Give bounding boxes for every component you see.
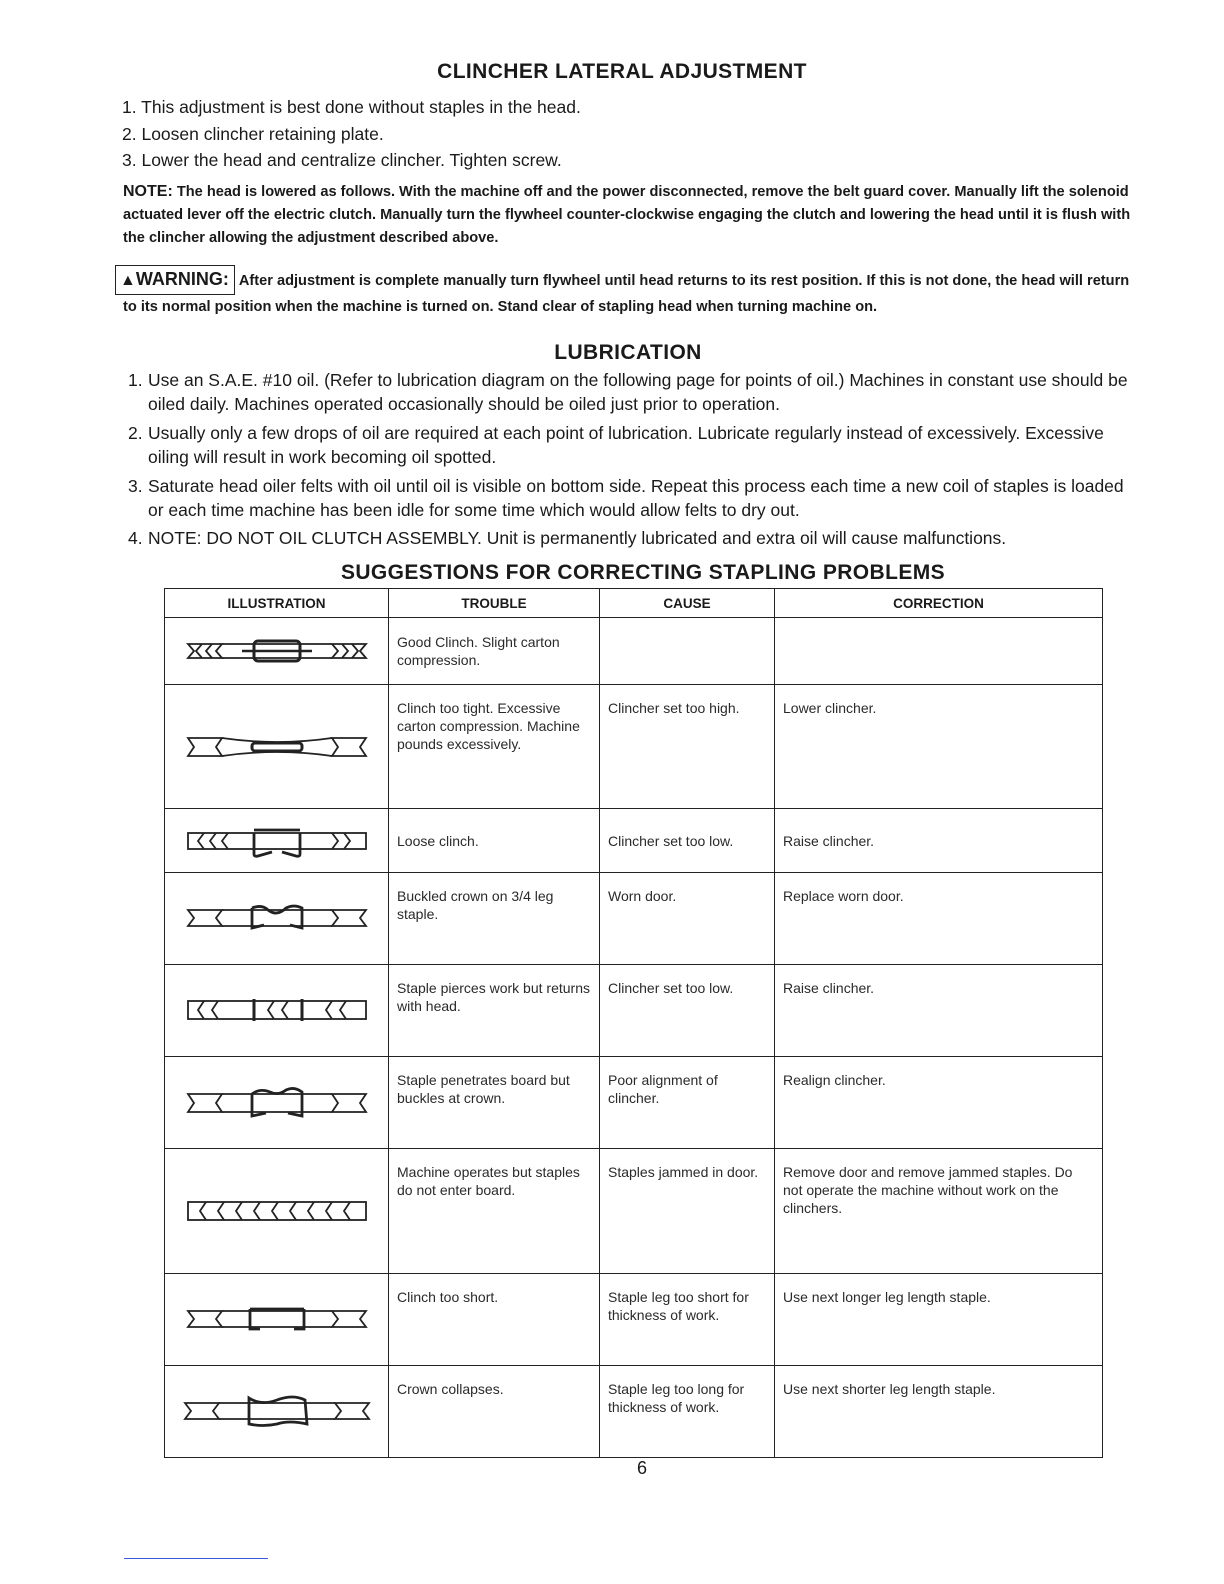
- correction-cell: Use next shorter leg length staple.: [775, 1365, 1103, 1457]
- collapsed-crown-staple-icon: [179, 1394, 375, 1428]
- clincher-note: [123, 180, 1133, 250]
- illustration-cell: [165, 684, 389, 809]
- lubrication-item-text: Usually only a few drops of oil are required at each point of lubrication. Lubricate regularly instead of excessively. Excessive oiling will result in work becoming oil spotted.: [148, 423, 1104, 467]
- illustration-cell: [165, 872, 389, 964]
- clincher-title: CLINCHER LATERAL ADJUSTMENT: [437, 60, 807, 83]
- illustration-cell: [165, 1056, 389, 1148]
- correction-cell: Raise clincher.: [775, 809, 1103, 872]
- short-clinch-staple-icon: [182, 1304, 372, 1334]
- page-number: 6: [636, 1458, 647, 1478]
- table-row: [165, 872, 1103, 964]
- lubrication-item-text: Saturate head oiler felts with oil until oil is visible on bottom side. Repeat this process each time a new coil of staples is loaded or each time machine has been idle for some time which would allow felts to dry out.: [148, 476, 1124, 520]
- tight-clinch-staple-icon: [182, 732, 372, 762]
- trouble-cell: Good Clinch. Slight carton compression.: [389, 618, 600, 685]
- illustration-cell: [165, 809, 389, 872]
- correction-cell: Realign clincher.: [775, 1056, 1103, 1148]
- cause-cell: Staples jammed in door.: [600, 1149, 775, 1274]
- lubrication-item-text: Use an S.A.E. #10 oil. (Refer to lubrication diagram on the following page for points of oil.) Machines in constant use should be oiled daily. Machines operated occasionally should be oiled just prior to operation.: [148, 370, 1128, 414]
- cause-header: CAUSE: [600, 589, 775, 618]
- warning-text: After adjustment is complete manually turn flywheel until head returns to its rest position. If this is not done, the head will return to its normal position when the machine is turned on. Stand clear of stapling head when turning machine on.: [123, 273, 1130, 315]
- illustration-cell: [165, 964, 389, 1056]
- warning-block: [120, 265, 1135, 320]
- lubrication-item-number: 1.: [128, 370, 143, 390]
- table-row: [165, 1056, 1103, 1148]
- trouble-cell: Loose clinch.: [389, 809, 600, 872]
- table-header-row: [165, 589, 1103, 618]
- pierce-return-staple-icon: [182, 995, 372, 1025]
- table-row: [165, 1149, 1103, 1274]
- lubrication-item: [128, 368, 1138, 416]
- buckled-crown-staple-icon: [182, 903, 372, 933]
- trouble-header: TROUBLE: [389, 589, 600, 618]
- table-row: [165, 1273, 1103, 1365]
- trouble-cell: Clinch too tight. Excessive carton compression. Machine pounds excessively.: [389, 684, 600, 809]
- clincher-step: 1. This adjustment is best done without staples in the head.: [122, 97, 581, 117]
- cause-cell: Poor alignment of clincher.: [600, 1056, 775, 1148]
- table-row: [165, 684, 1103, 809]
- trouble-cell: Clinch too short.: [389, 1273, 600, 1365]
- trouble-cell: Buckled crown on 3/4 leg staple.: [389, 872, 600, 964]
- illustration-cell: [165, 618, 389, 685]
- correction-cell: Replace worn door.: [775, 872, 1103, 964]
- correction-header: CORRECTION: [775, 589, 1103, 618]
- table-row: [165, 1365, 1103, 1457]
- lubrication-title: LUBRICATION: [554, 341, 702, 364]
- lubrication-item: [128, 474, 1138, 522]
- lubrication-item-number: 3.: [128, 476, 143, 496]
- good-clinch-staple-icon: [182, 636, 372, 666]
- warning-triangle-icon: ▲: [120, 272, 136, 289]
- table-row: [165, 809, 1103, 872]
- cause-cell: Staple leg too short for thickness of work.: [600, 1273, 775, 1365]
- note-label: NOTE:: [123, 183, 173, 200]
- trouble-cell: Crown collapses.: [389, 1365, 600, 1457]
- table-row: [165, 964, 1103, 1056]
- footer-rule: [124, 1558, 268, 1559]
- cause-cell: [600, 618, 775, 685]
- cause-cell: Clincher set too low.: [600, 964, 775, 1056]
- correction-cell: Use next longer leg length staple.: [775, 1273, 1103, 1365]
- buckles-at-crown-staple-icon: [182, 1086, 372, 1120]
- clincher-step: 2. Loosen clincher retaining plate.: [122, 124, 384, 144]
- correction-cell: Lower clincher.: [775, 684, 1103, 809]
- lubrication-item-number: 4.: [128, 528, 143, 548]
- illustration-cell: [165, 1365, 389, 1457]
- illustration-header: ILLUSTRATION: [165, 589, 389, 618]
- lubrication-item-number: 2.: [128, 423, 143, 443]
- illustration-cell: [165, 1149, 389, 1274]
- trouble-cell: Staple pierces work but returns with head.: [389, 964, 600, 1056]
- illustration-cell: [165, 1273, 389, 1365]
- correction-cell: [775, 618, 1103, 685]
- warning-label-box: [115, 265, 235, 295]
- warning-label: WARNING:: [135, 269, 229, 289]
- clincher-step: 3. Lower the head and centralize clincher. Tighten screw.: [122, 150, 562, 170]
- problems-title: SUGGESTIONS FOR CORRECTING STAPLING PROBLEMS: [340, 561, 946, 584]
- note-text: The head is lowered as follows. With the machine off and the power disconnected, remove the belt guard cover. Manually lift the solenoid actuated lever off the electric clutch. Manually turn the flywheel counter-clockwise engaging the clutch and lowering the head until it is flush with the clincher allowing the adjustment described above.: [123, 184, 1131, 246]
- trouble-cell: Staple penetrates board but buckles at crown.: [389, 1056, 600, 1148]
- lubrication-item: [128, 526, 1138, 550]
- correction-cell: Raise clincher.: [775, 964, 1103, 1056]
- trouble-cell: Machine operates but staples do not enter board.: [389, 1149, 600, 1274]
- loose-clinch-staple-icon: [182, 824, 372, 858]
- lubrication-item: [128, 421, 1138, 469]
- no-staple-board-icon: [182, 1196, 372, 1226]
- cause-cell: Staple leg too long for thickness of work.: [600, 1365, 775, 1457]
- problems-table: [164, 588, 1103, 1458]
- cause-cell: Worn door.: [600, 872, 775, 964]
- cause-cell: Clincher set too low.: [600, 809, 775, 872]
- cause-cell: Clincher set too high.: [600, 684, 775, 809]
- table-row: [165, 618, 1103, 685]
- correction-cell: Remove door and remove jammed staples. Do not operate the machine without work on the clinchers.: [775, 1149, 1103, 1274]
- lubrication-item-text: NOTE: DO NOT OIL CLUTCH ASSEMBLY. Unit is permanently lubricated and extra oil will cause malfunctions.: [148, 528, 1007, 548]
